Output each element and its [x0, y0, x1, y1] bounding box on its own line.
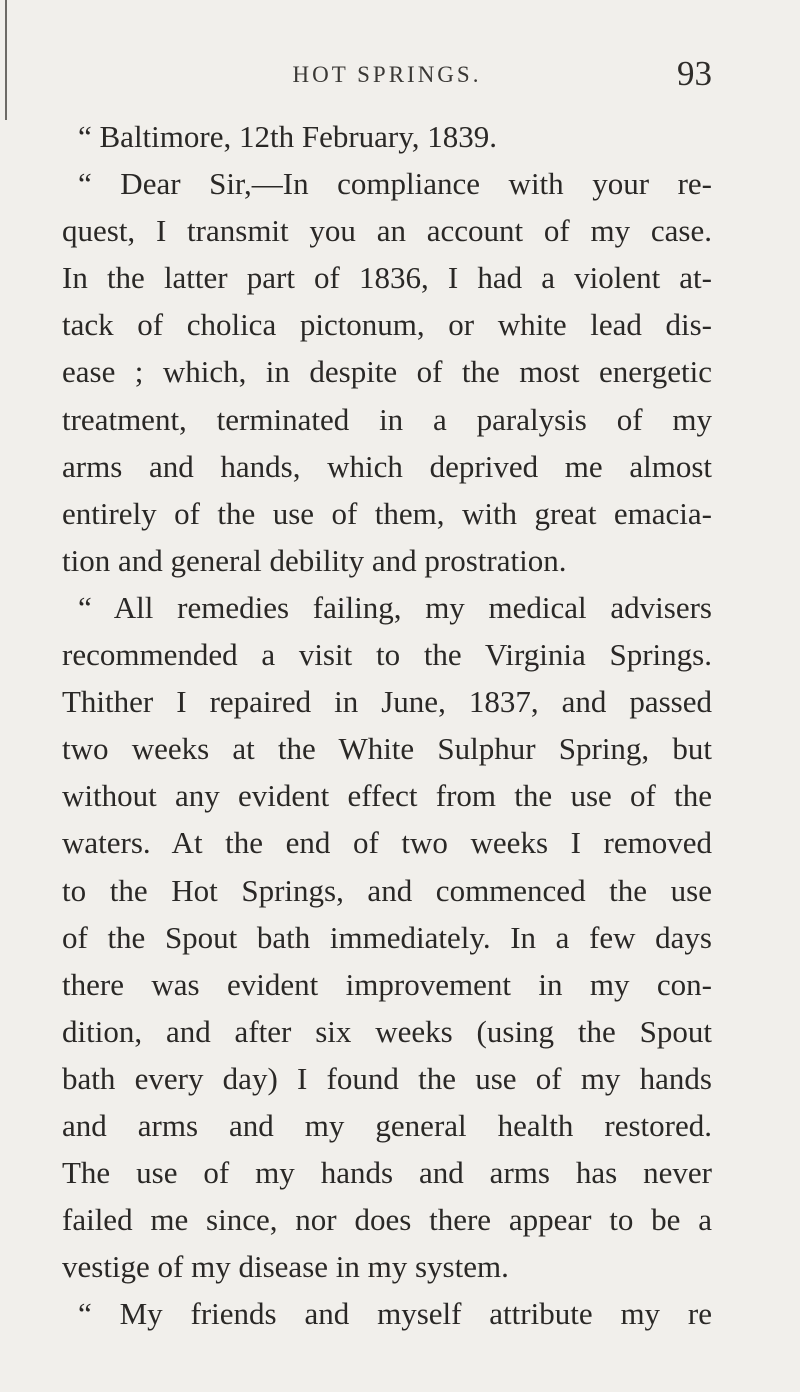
text-line: ease ; which, in despite of the most energetic	[62, 354, 712, 390]
text-line: there was evident improvement in my con-	[62, 966, 712, 1002]
text-line: “ All remedies failing, my medical advisers	[78, 589, 712, 625]
text-line: “ Dear Sir,—In compliance with your re-	[78, 166, 712, 202]
text-line: to the Hot Springs, and commenced the use	[62, 872, 712, 908]
text-line: of the Spout bath immediately. In a few days	[62, 919, 712, 955]
text-line: recommended a visit to the Virginia Springs.	[62, 637, 712, 673]
text-line: waters. At the end of two weeks I removed	[62, 825, 712, 861]
text-line: vestige of my disease in my system.	[62, 1249, 509, 1285]
letter-text	[62, 113, 712, 1337]
text-line: tack of cholica pictonum, or white lead dis-	[62, 307, 712, 343]
page-number: 93	[677, 54, 712, 93]
text-line: “ My friends and myself attribute my re	[78, 1296, 712, 1332]
text-line: bath every day) I found the use of my hands	[62, 1060, 712, 1096]
text-line: and arms and my general health restored.	[62, 1107, 712, 1143]
text-line: treatment, terminated in a paralysis of my	[62, 401, 712, 437]
text-line: without any evident effect from the use of the	[62, 778, 712, 814]
text-line: tion and general debility and prostration.	[62, 542, 567, 578]
text-line: dition, and after six weeks (using the Spout	[62, 1013, 712, 1049]
binding-edge-line	[5, 0, 7, 120]
dateline: “ Baltimore, 12th February, 1839.	[78, 119, 497, 154]
text-line: failed me since, nor does there appear to be a	[62, 1202, 712, 1238]
text-line: In the latter part of 1836, I had a violent at-	[62, 260, 712, 296]
text-line: entirely of the use of them, with great emacia-	[62, 495, 712, 531]
running-head: HOT SPRINGS.	[292, 62, 482, 87]
page-header	[62, 54, 712, 98]
text-line: The use of my hands and arms has never	[62, 1155, 712, 1191]
text-line: Thither I repaired in June, 1837, and passed	[62, 684, 712, 720]
text-line: quest, I transmit you an account of my case.	[62, 213, 712, 249]
text-line: arms and hands, which deprived me almost	[62, 448, 712, 484]
text-line: two weeks at the White Sulphur Spring, but	[62, 731, 712, 767]
